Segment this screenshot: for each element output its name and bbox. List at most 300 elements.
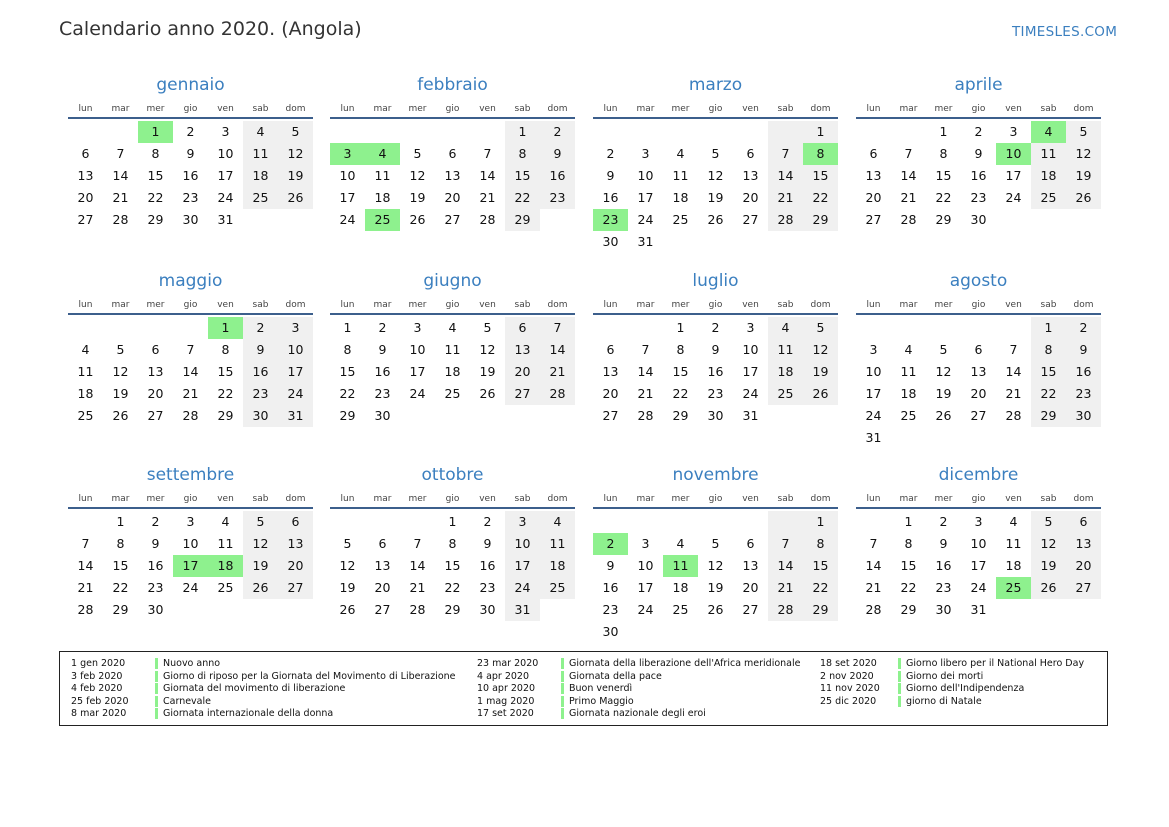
day-cell[interactable]: 13	[970, 364, 987, 379]
day-cell[interactable]: 9	[711, 342, 720, 357]
day-cell[interactable]: 18	[672, 580, 689, 595]
day-cell[interactable]: 14	[865, 558, 882, 573]
day-cell[interactable]: 10	[742, 342, 759, 357]
day-cell[interactable]: 30	[970, 212, 987, 227]
day-cell[interactable]: 31	[865, 430, 882, 445]
day-cell[interactable]: 23	[374, 386, 391, 401]
day-cell[interactable]: 14	[768, 165, 803, 187]
day-cell[interactable]: 30	[479, 602, 496, 617]
day-cell[interactable]: 26	[803, 383, 838, 405]
day-cell[interactable]: 17	[278, 361, 313, 383]
day-cell[interactable]: 7	[641, 342, 650, 357]
day-cell[interactable]: 20	[970, 386, 987, 401]
day-cell[interactable]: 27	[742, 602, 759, 617]
day-cell[interactable]: 16	[243, 361, 278, 383]
day-cell[interactable]: 29	[935, 212, 952, 227]
day-cell[interactable]: 26	[112, 408, 129, 423]
day-cell[interactable]: 6	[278, 511, 313, 533]
day-cell[interactable]: 11	[243, 143, 278, 165]
day-cell[interactable]: 3	[869, 342, 878, 357]
day-cell[interactable]: 6	[974, 342, 983, 357]
day-cell[interactable]: 15	[935, 168, 952, 183]
day-cell[interactable]: 27	[444, 212, 461, 227]
day-cell[interactable]: 31	[505, 599, 540, 621]
day-cell[interactable]: 22	[147, 190, 164, 205]
day-cell[interactable]: 9	[151, 536, 160, 551]
day-cell[interactable]: 29	[217, 408, 234, 423]
day-cell[interactable]: 10	[637, 558, 654, 573]
day-cell[interactable]: 8	[343, 342, 352, 357]
day-cell[interactable]: 1	[939, 124, 948, 139]
day-cell[interactable]: 12	[409, 168, 426, 183]
day-cell[interactable]: 4	[676, 536, 685, 551]
day-cell[interactable]: 21	[637, 386, 654, 401]
day-cell[interactable]: 17	[339, 190, 356, 205]
day-cell[interactable]: 3	[278, 317, 313, 339]
day-cell[interactable]: 30	[374, 408, 391, 423]
day-cell[interactable]: 12	[278, 143, 313, 165]
day-cell[interactable]: 12	[1031, 533, 1066, 555]
day-cell[interactable]: 28	[900, 212, 917, 227]
day-cell[interactable]: 5	[343, 536, 352, 551]
day-cell[interactable]: 16	[540, 165, 575, 187]
day-cell[interactable]: 22	[803, 187, 838, 209]
day-cell[interactable]: 9	[974, 146, 983, 161]
day-cell[interactable]: 12	[1066, 143, 1101, 165]
day-cell[interactable]: 16	[602, 190, 619, 205]
day-cell[interactable]: 24	[637, 212, 654, 227]
day-cell[interactable]: 22	[339, 386, 356, 401]
day-cell[interactable]: 14	[479, 168, 496, 183]
day-cell[interactable]: 19	[707, 580, 724, 595]
day-cell[interactable]: 5	[116, 342, 125, 357]
day-cell[interactable]: 28	[1005, 408, 1022, 423]
day-cell[interactable]: 23	[1066, 383, 1101, 405]
day-cell[interactable]: 18	[208, 555, 243, 577]
day-cell[interactable]: 21	[182, 386, 199, 401]
day-cell[interactable]: 23	[593, 209, 628, 231]
day-cell[interactable]: 7	[81, 536, 90, 551]
day-cell[interactable]: 5	[803, 317, 838, 339]
day-cell[interactable]: 20	[77, 190, 94, 205]
day-cell[interactable]: 7	[540, 317, 575, 339]
day-cell[interactable]: 6	[505, 317, 540, 339]
day-cell[interactable]: 9	[540, 143, 575, 165]
day-cell[interactable]: 7	[116, 146, 125, 161]
day-cell[interactable]: 24	[278, 383, 313, 405]
day-cell[interactable]: 16	[970, 168, 987, 183]
day-cell[interactable]: 3	[330, 143, 365, 165]
day-cell[interactable]: 4	[81, 342, 90, 357]
day-cell[interactable]: 23	[147, 580, 164, 595]
day-cell[interactable]: 28	[865, 602, 882, 617]
day-cell[interactable]: 1	[343, 320, 352, 335]
day-cell[interactable]: 2	[939, 514, 948, 529]
day-cell[interactable]: 23	[935, 580, 952, 595]
day-cell[interactable]: 22	[1031, 383, 1066, 405]
day-cell[interactable]: 7	[1009, 342, 1018, 357]
day-cell[interactable]: 24	[217, 190, 234, 205]
day-cell[interactable]: 30	[182, 212, 199, 227]
day-cell[interactable]: 12	[707, 168, 724, 183]
day-cell[interactable]: 30	[1066, 405, 1101, 427]
day-cell[interactable]: 2	[151, 514, 160, 529]
day-cell[interactable]: 20	[147, 386, 164, 401]
day-cell[interactable]: 8	[803, 143, 838, 165]
day-cell[interactable]: 6	[746, 536, 755, 551]
day-cell[interactable]: 5	[243, 511, 278, 533]
day-cell[interactable]: 7	[413, 536, 422, 551]
day-cell[interactable]: 15	[217, 364, 234, 379]
day-cell[interactable]: 19	[339, 580, 356, 595]
day-cell[interactable]: 7	[483, 146, 492, 161]
day-cell[interactable]: 29	[505, 209, 540, 231]
day-cell[interactable]: 30	[707, 408, 724, 423]
day-cell[interactable]: 13	[444, 168, 461, 183]
day-cell[interactable]: 21	[865, 580, 882, 595]
day-cell[interactable]: 15	[900, 558, 917, 573]
day-cell[interactable]: 15	[147, 168, 164, 183]
day-cell[interactable]: 1	[208, 317, 243, 339]
day-cell[interactable]: 2	[378, 320, 387, 335]
day-cell[interactable]: 29	[112, 602, 129, 617]
day-cell[interactable]: 26	[707, 212, 724, 227]
day-cell[interactable]: 1	[803, 121, 838, 143]
day-cell[interactable]: 26	[479, 386, 496, 401]
day-cell[interactable]: 12	[707, 558, 724, 573]
day-cell[interactable]: 4	[768, 317, 803, 339]
day-cell[interactable]: 16	[182, 168, 199, 183]
day-cell[interactable]: 4	[448, 320, 457, 335]
day-cell[interactable]: 6	[448, 146, 457, 161]
day-cell[interactable]: 13	[865, 168, 882, 183]
day-cell[interactable]: 17	[173, 555, 208, 577]
day-cell[interactable]: 22	[803, 577, 838, 599]
day-cell[interactable]: 16	[374, 364, 391, 379]
day-cell[interactable]: 5	[1066, 121, 1101, 143]
day-cell[interactable]: 7	[904, 146, 913, 161]
day-cell[interactable]: 21	[900, 190, 917, 205]
day-cell[interactable]: 10	[505, 533, 540, 555]
day-cell[interactable]: 11	[768, 339, 803, 361]
day-cell[interactable]: 25	[243, 187, 278, 209]
day-cell[interactable]: 23	[182, 190, 199, 205]
day-cell[interactable]: 12	[339, 558, 356, 573]
day-cell[interactable]: 4	[1009, 514, 1018, 529]
day-cell[interactable]: 20	[865, 190, 882, 205]
day-cell[interactable]: 19	[1031, 555, 1066, 577]
day-cell[interactable]: 16	[935, 558, 952, 573]
day-cell[interactable]: 22	[935, 190, 952, 205]
day-cell[interactable]: 2	[606, 146, 615, 161]
day-cell[interactable]: 14	[900, 168, 917, 183]
day-cell[interactable]: 19	[803, 361, 838, 383]
day-cell[interactable]: 2	[186, 124, 195, 139]
day-cell[interactable]: 24	[742, 386, 759, 401]
day-cell[interactable]: 17	[505, 555, 540, 577]
day-cell[interactable]: 6	[1066, 511, 1101, 533]
day-cell[interactable]: 27	[742, 212, 759, 227]
day-cell[interactable]: 17	[970, 558, 987, 573]
day-cell[interactable]: 13	[147, 364, 164, 379]
day-cell[interactable]: 3	[505, 511, 540, 533]
day-cell[interactable]: 12	[243, 533, 278, 555]
day-cell[interactable]: 18	[243, 165, 278, 187]
day-cell[interactable]: 13	[742, 168, 759, 183]
day-cell[interactable]: 9	[1066, 339, 1101, 361]
day-cell[interactable]: 2	[974, 124, 983, 139]
day-cell[interactable]: 25	[900, 408, 917, 423]
day-cell[interactable]: 13	[602, 364, 619, 379]
day-cell[interactable]: 4	[540, 511, 575, 533]
day-cell[interactable]: 29	[672, 408, 689, 423]
day-cell[interactable]: 8	[116, 536, 125, 551]
day-cell[interactable]: 8	[505, 143, 540, 165]
day-cell[interactable]: 31	[742, 408, 759, 423]
day-cell[interactable]: 7	[869, 536, 878, 551]
day-cell[interactable]: 24	[970, 580, 987, 595]
day-cell[interactable]: 16	[602, 580, 619, 595]
day-cell[interactable]: 8	[803, 533, 838, 555]
day-cell[interactable]: 17	[637, 580, 654, 595]
day-cell[interactable]: 18	[900, 386, 917, 401]
day-cell[interactable]: 23	[479, 580, 496, 595]
day-cell[interactable]: 15	[112, 558, 129, 573]
day-cell[interactable]: 12	[935, 364, 952, 379]
day-cell[interactable]: 6	[606, 342, 615, 357]
day-cell[interactable]: 13	[374, 558, 391, 573]
day-cell[interactable]: 17	[865, 386, 882, 401]
day-cell[interactable]: 6	[869, 146, 878, 161]
day-cell[interactable]: 5	[711, 536, 720, 551]
day-cell[interactable]: 28	[182, 408, 199, 423]
day-cell[interactable]: 26	[1066, 187, 1101, 209]
day-cell[interactable]: 2	[243, 317, 278, 339]
day-cell[interactable]: 9	[606, 558, 615, 573]
day-cell[interactable]: 5	[1031, 511, 1066, 533]
day-cell[interactable]: 18	[768, 361, 803, 383]
day-cell[interactable]: 19	[112, 386, 129, 401]
day-cell[interactable]: 28	[112, 212, 129, 227]
day-cell[interactable]: 27	[147, 408, 164, 423]
day-cell[interactable]: 21	[77, 580, 94, 595]
day-cell[interactable]: 29	[444, 602, 461, 617]
day-cell[interactable]: 25	[444, 386, 461, 401]
day-cell[interactable]: 5	[278, 121, 313, 143]
day-cell[interactable]: 1	[1031, 317, 1066, 339]
day-cell[interactable]: 30	[147, 602, 164, 617]
day-cell[interactable]: 15	[803, 555, 838, 577]
day-cell[interactable]: 28	[479, 212, 496, 227]
day-cell[interactable]: 17	[637, 190, 654, 205]
day-cell[interactable]: 8	[448, 536, 457, 551]
day-cell[interactable]: 10	[182, 536, 199, 551]
day-cell[interactable]: 17	[409, 364, 426, 379]
day-cell[interactable]: 14	[540, 339, 575, 361]
day-cell[interactable]: 6	[81, 146, 90, 161]
day-cell[interactable]: 21	[768, 577, 803, 599]
day-cell[interactable]: 10	[409, 342, 426, 357]
day-cell[interactable]: 10	[217, 146, 234, 161]
day-cell[interactable]: 24	[865, 408, 882, 423]
day-cell[interactable]: 19	[935, 386, 952, 401]
day-cell[interactable]: 9	[939, 536, 948, 551]
day-cell[interactable]: 20	[278, 555, 313, 577]
day-cell[interactable]: 8	[939, 146, 948, 161]
brand-link[interactable]: TIMESLES.COM	[1012, 24, 1118, 40]
day-cell[interactable]: 28	[637, 408, 654, 423]
day-cell[interactable]: 11	[217, 536, 234, 551]
day-cell[interactable]: 21	[112, 190, 129, 205]
day-cell[interactable]: 24	[409, 386, 426, 401]
day-cell[interactable]: 23	[970, 190, 987, 205]
day-cell[interactable]: 23	[540, 187, 575, 209]
day-cell[interactable]: 16	[707, 364, 724, 379]
day-cell[interactable]: 26	[243, 577, 278, 599]
day-cell[interactable]: 29	[803, 209, 838, 231]
day-cell[interactable]: 20	[505, 361, 540, 383]
day-cell[interactable]: 22	[672, 386, 689, 401]
day-cell[interactable]: 28	[409, 602, 426, 617]
day-cell[interactable]: 16	[1066, 361, 1101, 383]
day-cell[interactable]: 8	[151, 146, 160, 161]
day-cell[interactable]: 19	[409, 190, 426, 205]
day-cell[interactable]: 29	[1031, 405, 1066, 427]
day-cell[interactable]: 21	[479, 190, 496, 205]
day-cell[interactable]: 12	[803, 339, 838, 361]
day-cell[interactable]: 27	[77, 212, 94, 227]
day-cell[interactable]: 2	[711, 320, 720, 335]
day-cell[interactable]: 23	[602, 602, 619, 617]
day-cell[interactable]: 1	[904, 514, 913, 529]
day-cell[interactable]: 1	[116, 514, 125, 529]
day-cell[interactable]: 27	[602, 408, 619, 423]
day-cell[interactable]: 26	[278, 187, 313, 209]
day-cell[interactable]: 9	[378, 342, 387, 357]
day-cell[interactable]: 15	[1031, 361, 1066, 383]
day-cell[interactable]: 9	[243, 339, 278, 361]
day-cell[interactable]: 28	[768, 209, 803, 231]
day-cell[interactable]: 1	[803, 511, 838, 533]
day-cell[interactable]: 27	[374, 602, 391, 617]
day-cell[interactable]: 9	[483, 536, 492, 551]
day-cell[interactable]: 18	[1005, 558, 1022, 573]
day-cell[interactable]: 30	[602, 234, 619, 249]
day-cell[interactable]: 14	[768, 555, 803, 577]
day-cell[interactable]: 3	[974, 514, 983, 529]
day-cell[interactable]: 18	[672, 190, 689, 205]
day-cell[interactable]: 23	[243, 383, 278, 405]
day-cell[interactable]: 29	[339, 408, 356, 423]
day-cell[interactable]: 31	[637, 234, 654, 249]
day-cell[interactable]: 30	[243, 405, 278, 427]
day-cell[interactable]: 3	[221, 124, 230, 139]
day-cell[interactable]: 20	[374, 580, 391, 595]
day-cell[interactable]: 26	[339, 602, 356, 617]
day-cell[interactable]: 20	[742, 580, 759, 595]
day-cell[interactable]: 24	[637, 602, 654, 617]
day-cell[interactable]: 1	[448, 514, 457, 529]
day-cell[interactable]: 13	[1066, 533, 1101, 555]
day-cell[interactable]: 20	[1066, 555, 1101, 577]
day-cell[interactable]: 12	[479, 342, 496, 357]
day-cell[interactable]: 29	[900, 602, 917, 617]
day-cell[interactable]: 4	[243, 121, 278, 143]
day-cell[interactable]: 8	[676, 342, 685, 357]
day-cell[interactable]: 5	[483, 320, 492, 335]
day-cell[interactable]: 2	[1066, 317, 1101, 339]
day-cell[interactable]: 25	[217, 580, 234, 595]
day-cell[interactable]: 18	[374, 190, 391, 205]
day-cell[interactable]: 3	[1009, 124, 1018, 139]
day-cell[interactable]: 15	[444, 558, 461, 573]
day-cell[interactable]: 25	[672, 212, 689, 227]
day-cell[interactable]: 25	[365, 209, 400, 231]
day-cell[interactable]: 14	[182, 364, 199, 379]
day-cell[interactable]: 18	[540, 555, 575, 577]
day-cell[interactable]: 20	[602, 386, 619, 401]
day-cell[interactable]: 11	[77, 364, 94, 379]
day-cell[interactable]: 17	[742, 364, 759, 379]
day-cell[interactable]: 19	[479, 364, 496, 379]
day-cell[interactable]: 5	[413, 146, 422, 161]
day-cell[interactable]: 17	[217, 168, 234, 183]
day-cell[interactable]: 25	[540, 577, 575, 599]
day-cell[interactable]: 1	[676, 320, 685, 335]
day-cell[interactable]: 9	[606, 168, 615, 183]
day-cell[interactable]: 13	[742, 558, 759, 573]
day-cell[interactable]: 11	[444, 342, 461, 357]
day-cell[interactable]: 11	[540, 533, 575, 555]
day-cell[interactable]: 6	[378, 536, 387, 551]
day-cell[interactable]: 26	[707, 602, 724, 617]
day-cell[interactable]: 8	[904, 536, 913, 551]
day-cell[interactable]: 24	[182, 580, 199, 595]
day-cell[interactable]: 10	[996, 143, 1031, 165]
day-cell[interactable]: 4	[904, 342, 913, 357]
day-cell[interactable]: 30	[602, 624, 619, 639]
day-cell[interactable]: 26	[1031, 577, 1066, 599]
day-cell[interactable]: 20	[742, 190, 759, 205]
day-cell[interactable]: 28	[540, 383, 575, 405]
day-cell[interactable]: 22	[217, 386, 234, 401]
day-cell[interactable]: 24	[505, 577, 540, 599]
day-cell[interactable]: 3	[746, 320, 755, 335]
day-cell[interactable]: 31	[217, 212, 234, 227]
day-cell[interactable]: 10	[865, 364, 882, 379]
day-cell[interactable]: 4	[1031, 121, 1066, 143]
day-cell[interactable]: 9	[186, 146, 195, 161]
day-cell[interactable]: 19	[243, 555, 278, 577]
day-cell[interactable]: 14	[112, 168, 129, 183]
day-cell[interactable]: 16	[147, 558, 164, 573]
day-cell[interactable]: 14	[637, 364, 654, 379]
day-cell[interactable]: 21	[540, 361, 575, 383]
day-cell[interactable]: 14	[1005, 364, 1022, 379]
day-cell[interactable]: 4	[221, 514, 230, 529]
day-cell[interactable]: 7	[768, 143, 803, 165]
day-cell[interactable]: 17	[1005, 168, 1022, 183]
day-cell[interactable]: 6	[151, 342, 160, 357]
day-cell[interactable]: 20	[444, 190, 461, 205]
day-cell[interactable]: 22	[900, 580, 917, 595]
day-cell[interactable]: 2	[483, 514, 492, 529]
day-cell[interactable]: 4	[676, 146, 685, 161]
day-cell[interactable]: 18	[77, 386, 94, 401]
day-cell[interactable]: 31	[970, 602, 987, 617]
day-cell[interactable]: 11	[900, 364, 917, 379]
day-cell[interactable]: 18	[1031, 165, 1066, 187]
